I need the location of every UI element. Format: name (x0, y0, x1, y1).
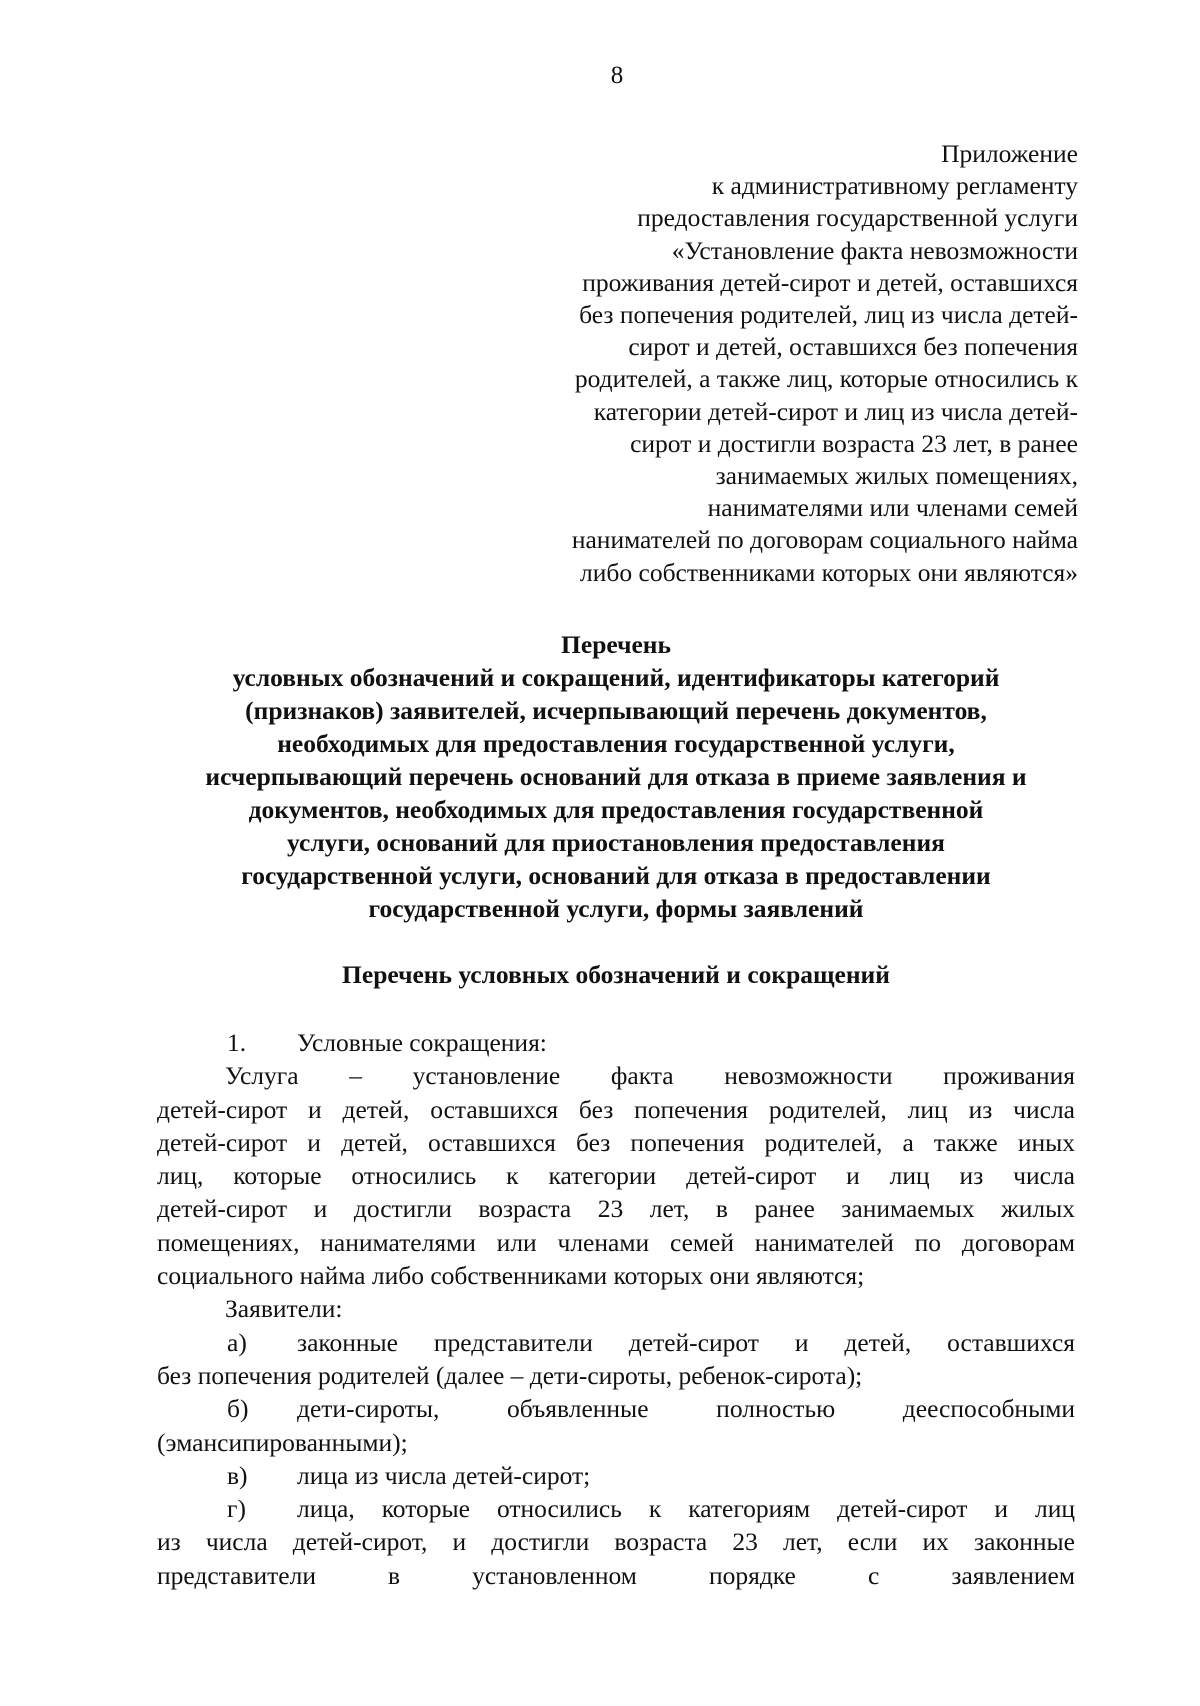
appendix-line: категории детей-сирот и лиц из числа детей- (593, 396, 1078, 426)
applicants-label: Заявители: (225, 1294, 343, 1324)
appendix-line: нанимателей по договорам социального найма (571, 525, 1078, 555)
item-marker: б) (227, 1394, 249, 1424)
list-item-v (157, 1459, 1075, 1492)
appendix-line: Приложение (941, 139, 1078, 168)
heading-line: государственной услуги, оснований для отказа в предоставлении (241, 861, 991, 890)
heading-line: документов, необходимых для предоставления государственной (248, 795, 984, 824)
appendix-line: без попечения родителей, лиц из числа детей- (579, 300, 1078, 330)
usluga-line: лиц, которые относились к категории детей-сирот и лиц из числа (157, 1161, 1075, 1191)
appendix-line: занимаемых жилых помещениях, (715, 461, 1078, 491)
list-item-g (157, 1492, 1075, 1525)
appendix-line: к административному регламенту (711, 171, 1078, 201)
heading-line: (признаков) заявителей, исчерпывающий перечень документов, (245, 696, 987, 725)
item-marker: а) (227, 1327, 247, 1357)
document-heading (140, 628, 1092, 925)
item-text: лица, которые относились к категориям детей-сирот и лиц (297, 1494, 1075, 1524)
usluga-line: социального найма либо собственниками которых они являются; (157, 1261, 865, 1291)
item-text-continued: представители в установленном порядке с заявлением (157, 1560, 1075, 1590)
heading-line: необходимых для предоставления государственной услуги, (277, 729, 955, 758)
body-text (157, 1026, 1075, 1592)
usluga-line: Услуга – установление факта невозможности проживания (225, 1061, 1075, 1091)
appendix-line: проживания детей-сирот и детей, оставшихся (582, 267, 1078, 297)
heading-line: условных обозначений и сокращений, идентификаторы категорий (232, 663, 1000, 692)
usluga-line: детей-сирот и достигли возраста 23 лет, в ранее занимаемых жилых (157, 1194, 1075, 1224)
item-marker: г) (227, 1494, 246, 1524)
item-text: Условные сокращения: (297, 1028, 547, 1057)
item-text: дети-сироты, объявленные полностью дееспособными (297, 1394, 1075, 1424)
item-text: лица из числа детей-сирот; (297, 1460, 591, 1490)
page-number: 8 (610, 62, 624, 89)
list-item-1 (157, 1026, 1075, 1059)
item-text: законные представители детей-сирот и детей, оставшихся (297, 1327, 1075, 1357)
appendix-block (438, 138, 1078, 589)
list-item-b (157, 1392, 1075, 1425)
appendix-line: нанимателями или членами семей (707, 493, 1078, 523)
heading-line: государственной услуги, формы заявлений (368, 894, 864, 923)
appendix-line: сирот и детей, оставшихся без попечения (628, 332, 1078, 362)
usluga-line: детей-сирот и детей, оставшихся без попечения родителей, лиц из числа (157, 1094, 1075, 1124)
heading-line: исчерпывающий перечень оснований для отказа в приеме заявления и (205, 762, 1027, 791)
item-text-continued: (эмансипированными); (157, 1427, 408, 1457)
appendix-line: «Установление факта невозможности (671, 235, 1078, 265)
appendix-line: предоставления государственной услуги (637, 203, 1078, 233)
usluga-line: детей-сирот и детей, оставшихся без попечения родителей, а также иных (157, 1127, 1075, 1157)
heading-line: услуги, оснований для приостановления предоставления (287, 828, 945, 857)
item-text-continued: без попечения родителей (далее – дети-сироты, ребенок-сирота); (157, 1360, 863, 1390)
appendix-line: родителей, а также лиц, которые относились к (574, 364, 1078, 394)
item-marker: в) (227, 1460, 248, 1490)
appendix-line: либо собственниками которых они являются» (580, 557, 1078, 587)
item-text-continued: из числа детей-сирот, и достигли возраста 23 лет, если их законные (157, 1527, 1075, 1557)
usluga-line: помещениях, нанимателями или членами семей нанимателей по договорам (157, 1227, 1075, 1257)
appendix-line: сирот и достигли возраста 23 лет, в ранее (630, 428, 1078, 458)
list-item-a (157, 1326, 1075, 1359)
item-marker: 1. (227, 1028, 247, 1057)
section-subheading: Перечень условных обозначений и сокращений (342, 960, 890, 989)
heading-title: Перечень (561, 630, 671, 659)
